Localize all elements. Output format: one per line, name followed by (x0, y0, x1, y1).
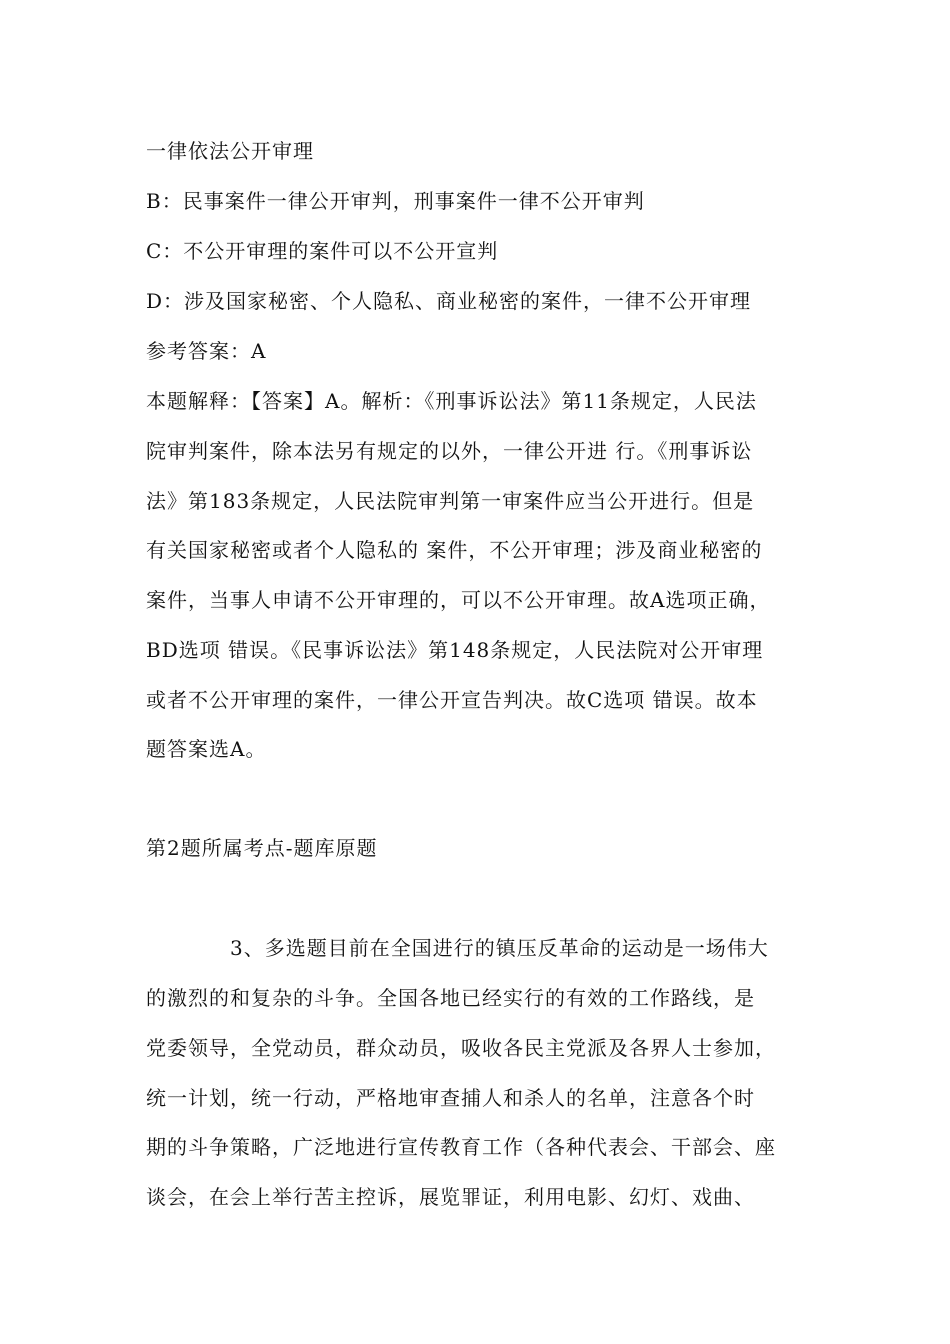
question-3-line: 统一计划，统一行动，严格地审查捕人和杀人的名单，注意各个时 (146, 1086, 755, 1110)
question-3-line: 期的斗争策略，广泛地进行宣传教育工作（各种代表会、干部会、座 (146, 1135, 776, 1159)
explanation-line: 或者不公开审理的案件，一律公开宣告判决。故C选项 错误。故本 (146, 688, 758, 712)
explanation-line: 有关国家秘密或者个人隐私的 案件，不公开审理；涉及商业秘密的 (146, 538, 763, 562)
question-3-line: 谈会，在会上举行苦主控诉，展览罪证，利用电影、幻灯、戏曲、 (146, 1185, 755, 1209)
option-c: C：不公开审理的案件可以不公开宣判 (146, 239, 499, 263)
option-b: B：民事案件一律公开审判，刑事案件一律不公开审判 (146, 189, 645, 213)
explanation-line: 院审判案件，除本法另有规定的以外，一律公开进 行。《刑事诉讼 (146, 439, 753, 463)
question-2-topic-note: 第2题所属考点-题库原题 (146, 836, 378, 860)
option-d: D：涉及国家秘密、个人隐私、商业秘密的案件，一律不公开审理 (146, 289, 752, 313)
option-a-continuation: 一律依法公开审理 (146, 139, 314, 163)
explanation-line: 案件，当事人申请不公开审理的，可以不公开审理。故A选项正确， (146, 588, 771, 612)
question-3-line: 的激烈的和复杂的斗争。全国各地已经实行的有效的工作路线，是 (146, 986, 755, 1010)
explanation-line: 题答案选A。 (146, 737, 267, 761)
explanation-line: 法》第183条规定，人民法院审判第一审案件应当公开进行。但是 (146, 489, 755, 513)
reference-answer: 参考答案：A (146, 339, 267, 363)
question-3-line: 党委领导，全党动员，群众动员，吸收各民主党派及各界人士参加， (146, 1036, 776, 1060)
explanation-line: 本题解释：【答案】A。解析：《刑事诉讼法》第11条规定，人民法 (146, 389, 757, 413)
explanation-line: BD选项 错误。《民事诉讼法》第148条规定，人民法院对公开审理 (146, 638, 764, 662)
question-3-line: 3、多选题目前在全国进行的镇压反革命的运动是一场伟大 (230, 936, 769, 960)
